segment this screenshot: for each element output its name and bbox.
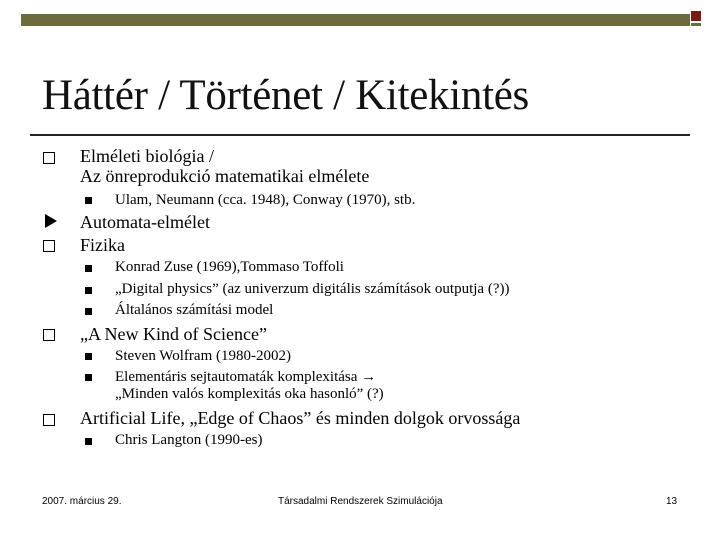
bullet-text-theoretical-biology: Elméleti biológia /	[80, 146, 214, 166]
sub-bullet-text: Ulam, Neumann (cca. 1948), Conway (1970), stb.	[115, 192, 416, 208]
hollow-square-bullet-icon	[43, 414, 55, 426]
footer-course: Társadalmi Rendszerek Szimulációja	[278, 496, 443, 507]
sub-bullet-text: „Digital physics” (az univerzum digitális számítások outputja (?))	[115, 281, 510, 297]
filled-square-bullet-icon	[85, 308, 92, 315]
filled-square-bullet-icon	[85, 374, 92, 381]
hollow-square-bullet-icon	[43, 152, 55, 164]
sub-bullet-text: Chris Langton (1990-es)	[115, 432, 263, 448]
hollow-square-bullet-icon	[43, 329, 55, 341]
bullet-text-automata: Automata-elmélet	[80, 212, 210, 232]
sub-bullet-text: Steven Wolfram (1980-2002)	[115, 348, 291, 364]
bullet-text-self-reproduction: Az önreprodukció matematikai elmélete	[80, 166, 370, 186]
triangle-arrow-icon	[45, 214, 57, 228]
filled-square-bullet-icon	[85, 438, 92, 445]
sub-bullet-text: Konrad Zuse (1969),Tommaso Toffoli	[115, 259, 344, 275]
top-decoration-bar	[21, 14, 701, 26]
filled-square-bullet-icon	[85, 353, 92, 360]
filled-square-bullet-icon	[85, 287, 92, 294]
sub-bullet-text: Általános számítási model	[115, 302, 274, 318]
slide-title: Háttér / Történet / Kitekintés	[42, 72, 529, 119]
filled-square-bullet-icon	[85, 197, 92, 204]
bullet-text-new-kind-of-science: „A New Kind of Science”	[80, 324, 267, 344]
footer-date: 2007. március 29.	[42, 496, 122, 507]
sub-bullet-text-continuation: „Minden valós komplexitás oka hasonló” (?)	[115, 386, 384, 402]
sub-bullet-text: Elementáris sejtautomaták komplexitása →	[115, 369, 377, 385]
decor-square-outline	[690, 22, 702, 34]
title-divider	[30, 134, 690, 136]
bullet-text-physics: Fizika	[80, 235, 125, 255]
filled-square-bullet-icon	[85, 265, 92, 272]
bullet-text-artificial-life: Artificial Life, „Edge of Chaos” és minden dolgok orvossága	[80, 408, 521, 428]
decor-square-filled	[690, 10, 702, 22]
hollow-square-bullet-icon	[43, 240, 55, 252]
footer-page-number: 13	[666, 496, 678, 507]
